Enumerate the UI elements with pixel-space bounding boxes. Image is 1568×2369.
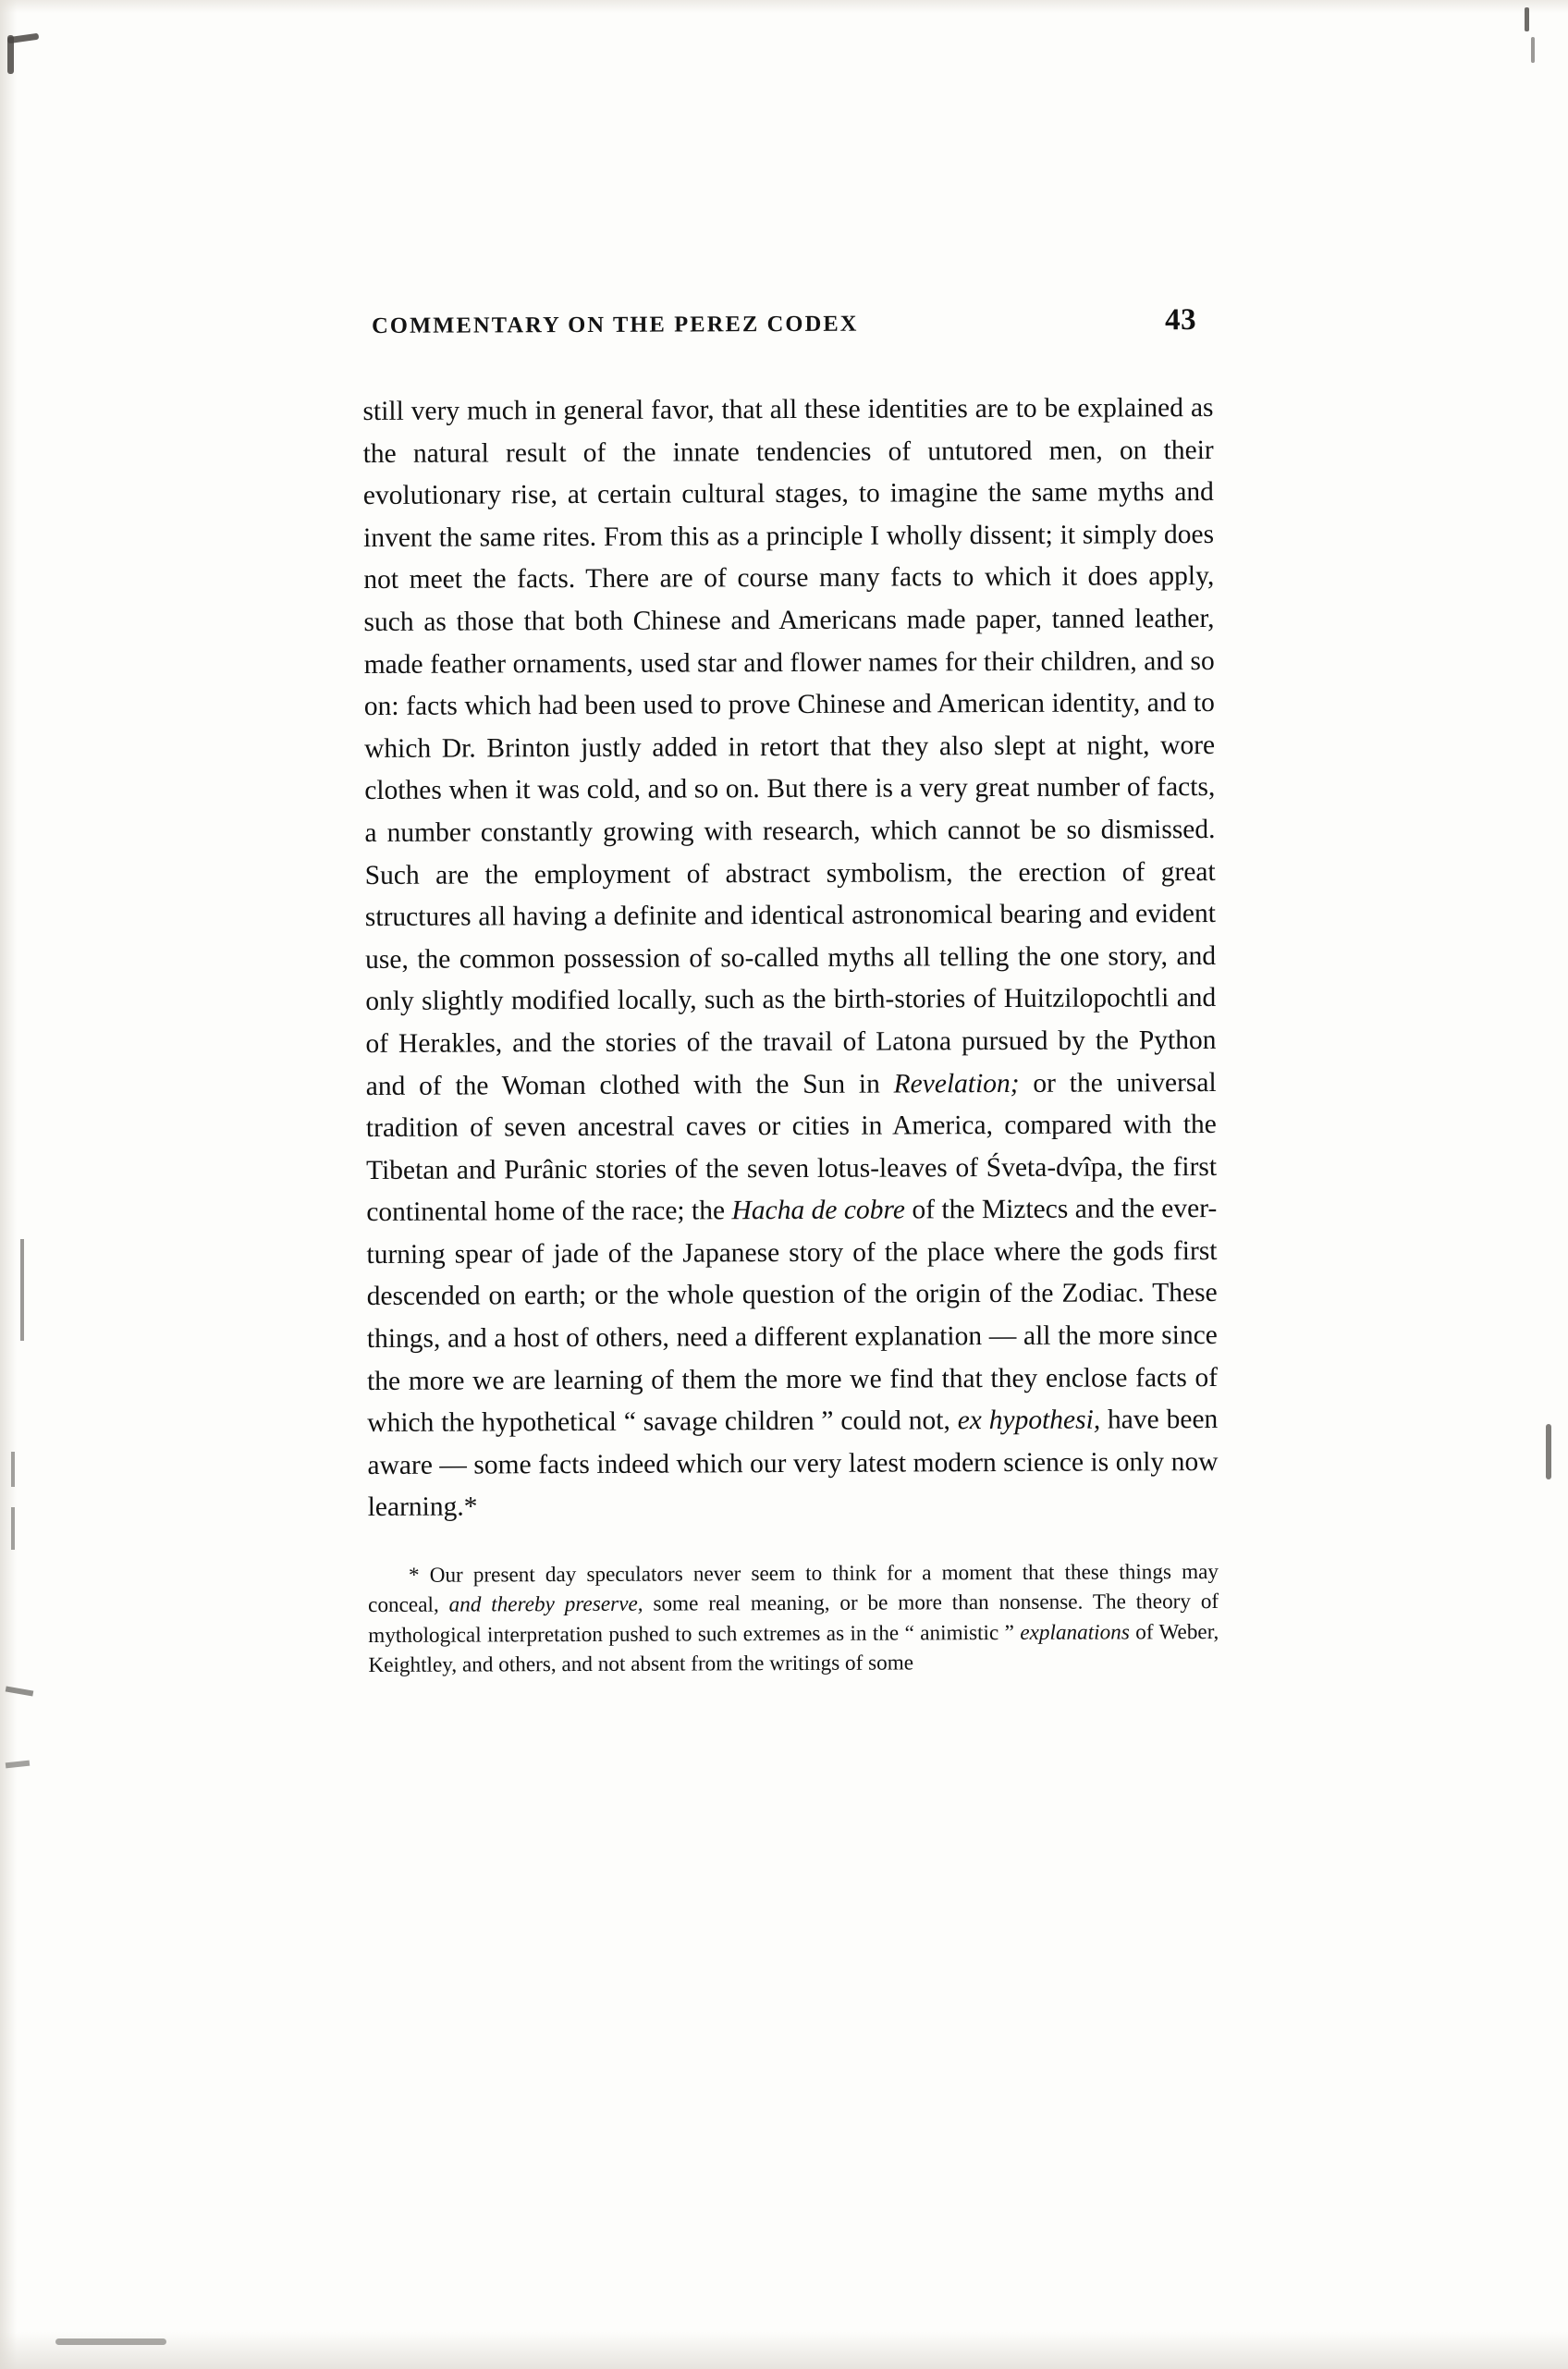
page-content xyxy=(362,303,1219,1681)
footnote-italic-and-thereby-preserve: and thereby preserve, xyxy=(448,1592,643,1618)
scan-artifact-mark xyxy=(20,1239,24,1341)
body-text-run-1: still very much in general favor, that all these identities are to be explained as the natural result of the innate tendencies of untutored men, on their evolutionary rise, at certain cultural stages, to imagine the same myths and invent the same rites. From this as a principle I wholly dissent; it simply does not meet the facts. There are of course many facts to which it does apply, such as those that both Chinese and Americans made paper, tanned leather, made feather ornaments, used star and flower names for their children, and so on: facts which had been used to prove Chinese and American identity, and to which Dr. Brinton justly added in retort that they also slept at night, wore clothes when it was cold, and so on. But there is a very great number of facts, a number constantly growing with research, which cannot be so dismissed. Such are the employment of abstract symbolism, the erection of great structures all having a definite and identical astronomical bearing and evident use, the common possession of so-called myths all telling the one story, and only slightly modified locally, such as the birth-stories of Huitzilopochtli and of Herakles, and the stories of the travail of Latona pursued by the Python and of the Woman clothed with the Sun in xyxy=(362,392,1217,1101)
footnote-text-run-2: some real meaning, or be more than nonsense. The theory of mythological interpretation pushed to such extremes as in the “ animistic ” xyxy=(368,1590,1219,1648)
page-number: 43 xyxy=(1164,303,1197,338)
scan-artifact-mark xyxy=(1525,7,1529,31)
scan-artifact-mark xyxy=(1546,1424,1551,1479)
scan-artifact-mark xyxy=(11,1452,15,1487)
footnote-text-run-3: of Weber, Keightley, and others, and not absent from the writings of some xyxy=(368,1619,1219,1678)
running-head xyxy=(362,303,1213,341)
footnote-marker: * xyxy=(408,1563,420,1588)
scan-artifact-mark xyxy=(11,1507,15,1550)
footnote-gap xyxy=(368,1526,1219,1561)
footnote xyxy=(368,1557,1219,1681)
body-text-run-2: or the universal tradition of seven ancestral caves or cities in America, compared with the Tibetan and Purânic stories of the seven lotus-leaves of Śveta-dvîpa, the first continental home of the race; the xyxy=(365,1067,1218,1228)
body-text-run-4: have been aware — some facts indeed which our very latest modern science is only now learning.* xyxy=(367,1405,1219,1523)
body-italic-revelation: Revelation; xyxy=(893,1068,1020,1099)
body-italic-ex-hypothesi: ex hypothesi, xyxy=(957,1405,1101,1436)
scan-artifact-mark xyxy=(7,35,14,74)
running-head-title: COMMENTARY ON THE PEREZ CODEX xyxy=(372,311,859,338)
footnote-paragraph xyxy=(368,1557,1219,1681)
body-italic-hacha-de-cobre: Hacha de cobre xyxy=(731,1195,906,1226)
page-edge-shadow-bottom xyxy=(0,2332,1568,2369)
footnote-text-run-1: Our present day speculators never seem to think for a moment that these things may conceal, xyxy=(368,1560,1219,1618)
footnote-italic-explanations: explanations xyxy=(1020,1620,1130,1645)
scan-artifact-mark xyxy=(55,2338,166,2345)
page-edge-shadow-top xyxy=(0,0,1568,13)
body-text xyxy=(362,387,1218,1529)
body-paragraph xyxy=(362,387,1218,1529)
body-text-run-3: of the Miztecs and the ever-turning spear of jade of the Japanese story of the place where the gods first descended on earth; or the whole question of the origin of the Zodiac. These things, and a host of others, need a different explanation — all the more since the more we are learning of them the more we find that they enclose facts of which the hypothetical “ savage children ” could not, xyxy=(366,1194,1219,1439)
page-edge-shadow-left xyxy=(0,0,17,2369)
scan-artifact-mark xyxy=(6,1761,30,1769)
scan-artifact-mark xyxy=(1531,37,1535,63)
